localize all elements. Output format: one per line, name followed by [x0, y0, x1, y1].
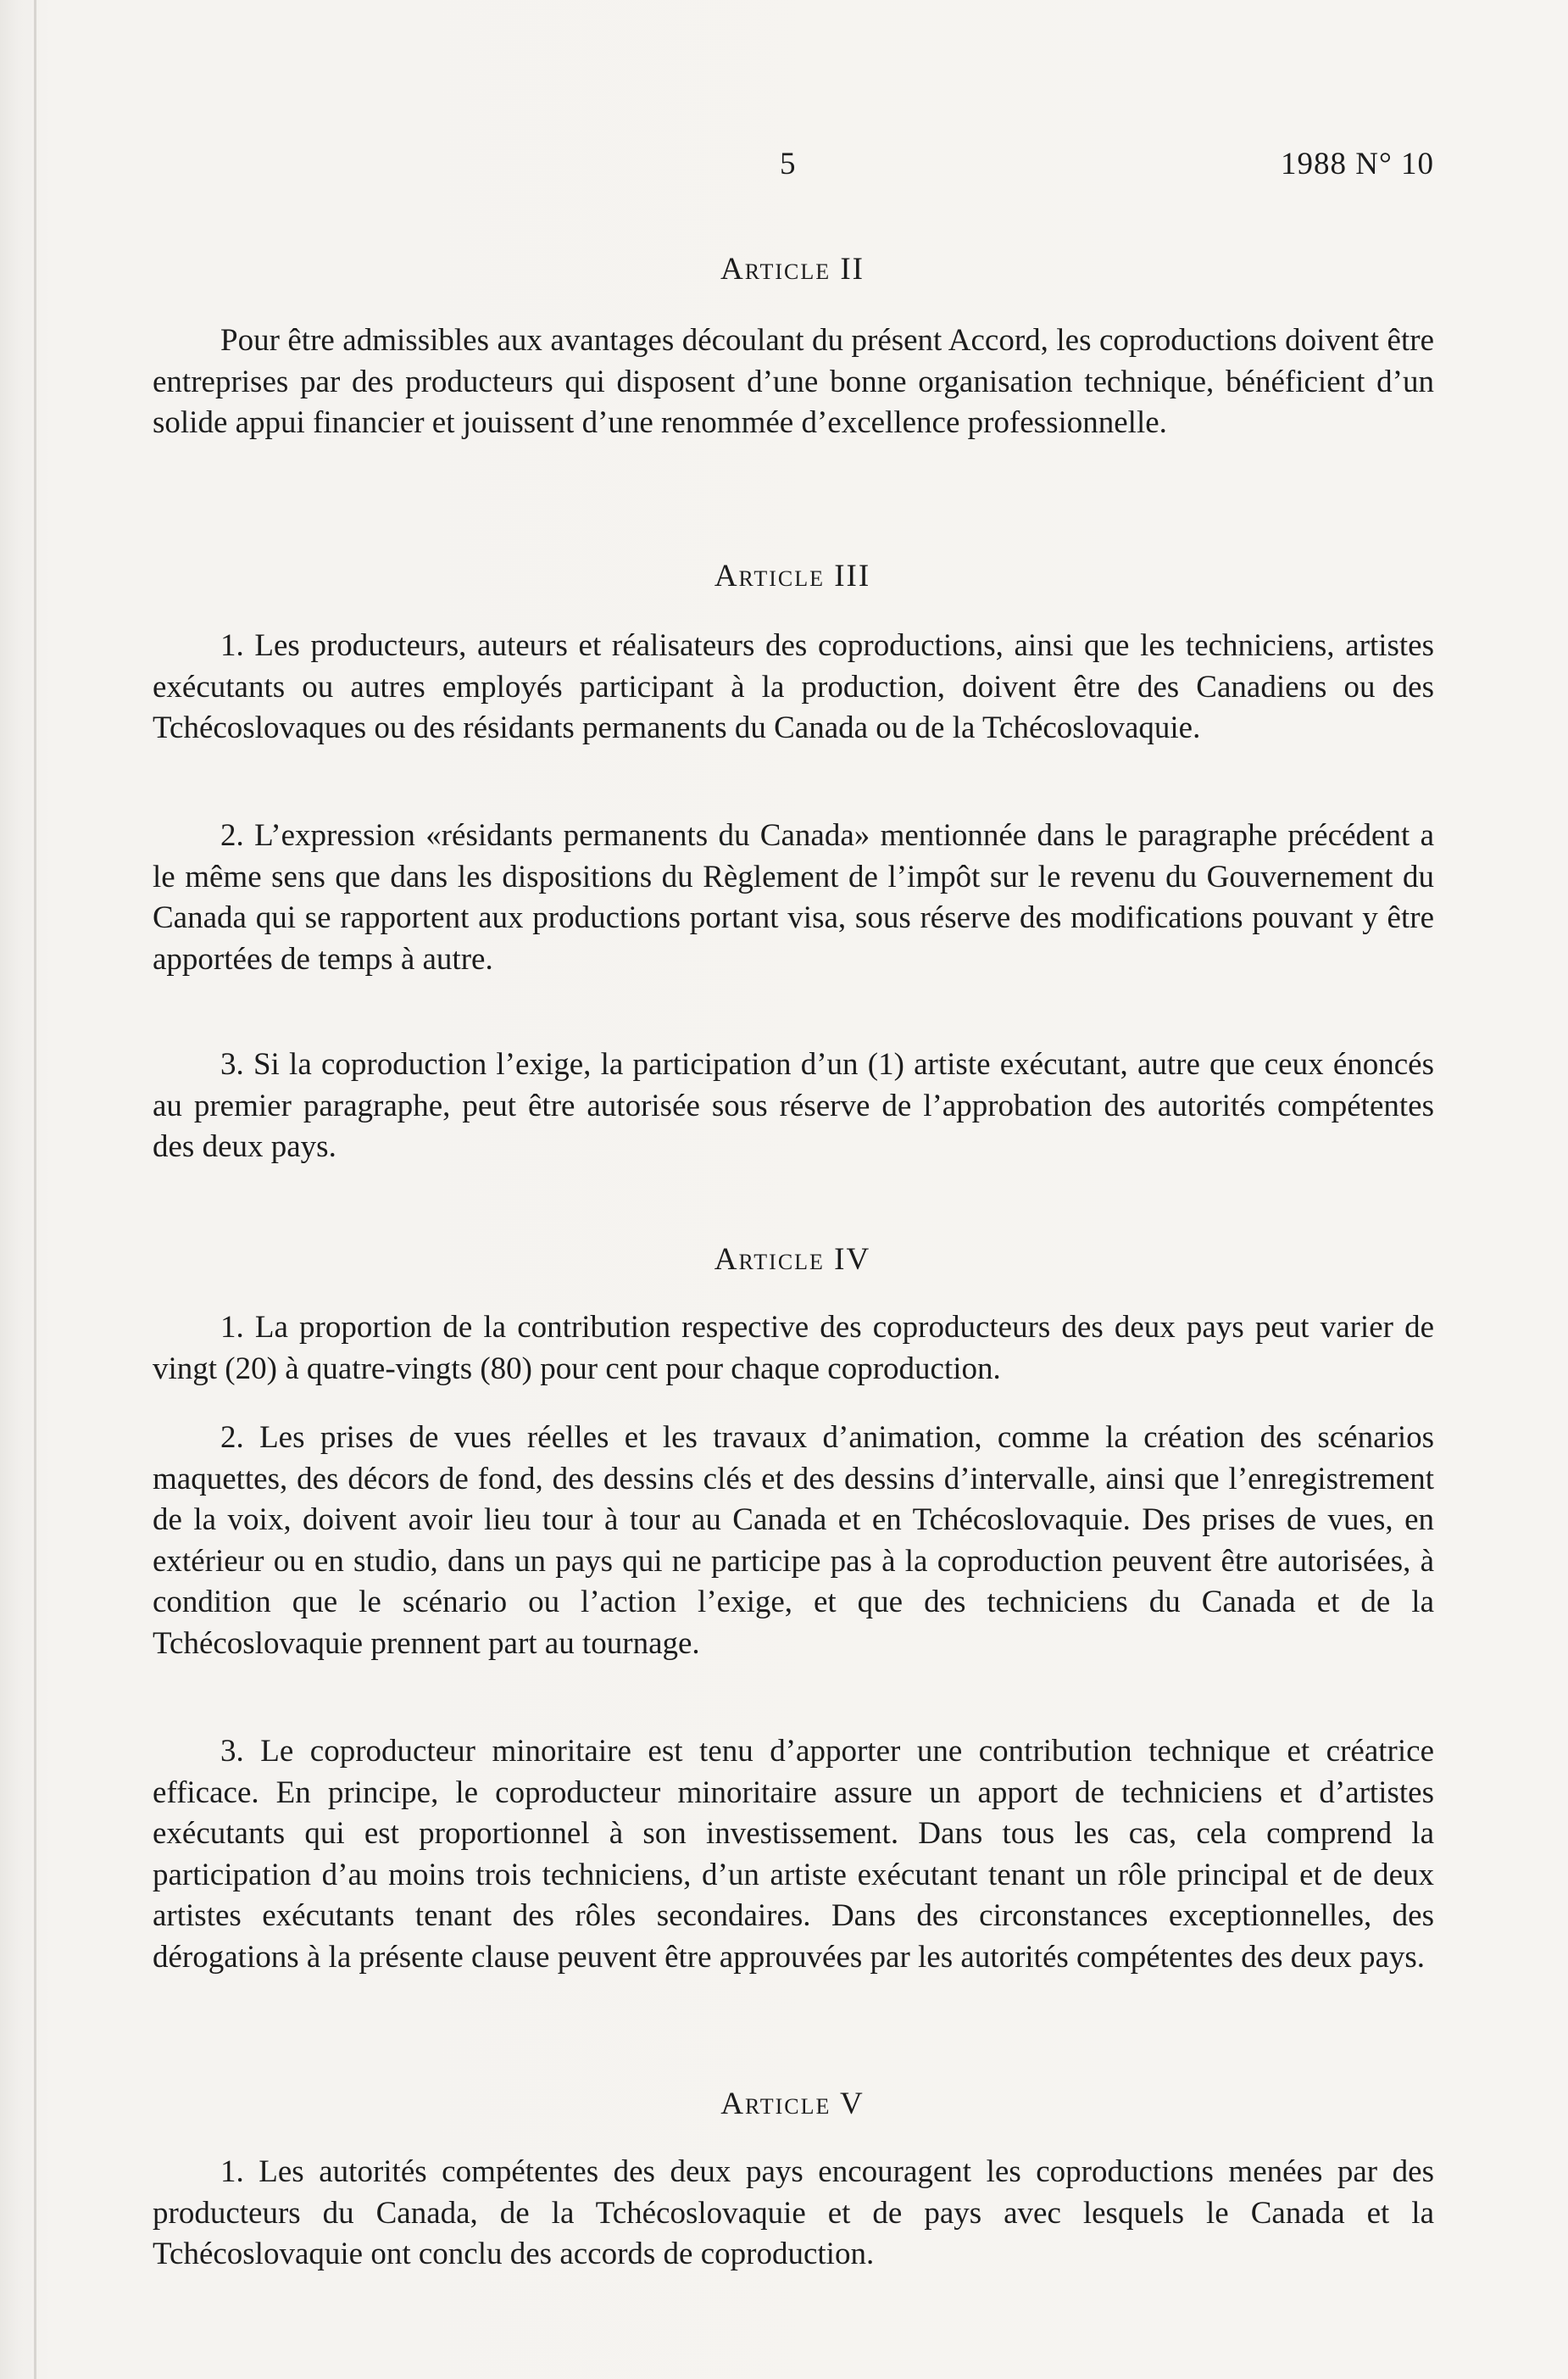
- article-iv-paragraph-1: 1. La proportion de la contribution respective des coproducteurs des deux pays peut varier de vingt (20) à quatre-vingts (80) pour cent pour chaque coproduction.: [153, 1310, 1434, 1386]
- article-iii-paragraph-1: 1. Les producteurs, auteurs et réalisateurs des coproductions, ainsi que les techniciens, artistes exécutants ou autres employés participant à la production, doivent être des Canadiens ou des Tchécoslovaques ou des résidants permanents du Canada ou de la Tchécoslovaquie.: [153, 628, 1434, 745]
- article-iv-heading: Article IV: [714, 1242, 871, 1277]
- article-ii-heading: Article II: [720, 252, 865, 287]
- document-reference: 1988 N° 10: [1280, 147, 1434, 181]
- article-ii-paragraph: Pour être admissibles aux avantages découlant du présent Accord, les coproductions doivent être entreprises par des producteurs qui disposent d’une bonne organisation technique, bénéficient d’un solide appui financier et jouissent d’une renommée d’excellence professionnelle.: [153, 323, 1434, 440]
- binding-shadow: [34, 0, 36, 2379]
- article-iv-paragraph-3: 3. Le coproducteur minoritaire est tenu d’apporter une contribution technique et créatrice efficace. En principe, le coproducteur minoritaire assure un apport de techniciens et d’artistes exécutants qui est proportionnel à son investissement. Dans tous les cas, cela comprend la participation d’au moins trois techniciens, d’un artiste exécutant tenant un rôle principal et de deux artistes exécutants tenant des rôles secondaires. Dans des circonstances exceptionnelles, des dérogations à la présente clause peuvent être approuvées par les autorités compétentes des deux pays.: [153, 1734, 1434, 1975]
- article-v-paragraph-1: 1. Les autorités compétentes des deux pays encouragent les coproductions menées par des producteurs du Canada, de la Tchécoslovaquie et de pays avec lesquels le Canada et la Tchécoslovaquie ont conclu des accords de coproduction.: [153, 2154, 1434, 2271]
- article-iii-paragraph-2: 2. L’expression «résidants permanents du Canada» mentionnée dans le paragraphe précédent a le même sens que dans les dispositions du Règlement de l’impôt sur le revenu du Gouvernement du Canada qui se rapportent aux productions portant visa, sous réserve des modifications pouvant y être apportées de temps à autre.: [153, 818, 1434, 977]
- article-v-heading: Article V: [720, 2086, 865, 2121]
- article-iii-paragraph-3: 3. Si la coproduction l’exige, la participation d’un (1) artiste exécutant, autre que ceux énoncés au premier paragraphe, peut être autorisée sous réserve de l’approbation des autorités compétentes des deux pays.: [153, 1047, 1434, 1164]
- page-number: 5: [780, 147, 796, 181]
- article-iv-paragraph-2: 2. Les prises de vues réelles et les travaux d’animation, comme la création des scénarios maquettes, des décors de fond, des dessins clés et des dessins d’intervalle, ainsi que l’enregistrement de la voix, doivent avoir lieu tour à tour au Canada et en Tchécoslovaquie. Des prises de vues, en extérieur ou en studio, dans un pays qui ne participe pas à la coproduction peuvent être autorisées, à condition que le scénario ou l’action l’exige, et que des techniciens du Canada et de la Tchécoslovaquie prennent part au tournage.: [153, 1420, 1434, 1661]
- article-iii-heading: Article III: [714, 559, 871, 593]
